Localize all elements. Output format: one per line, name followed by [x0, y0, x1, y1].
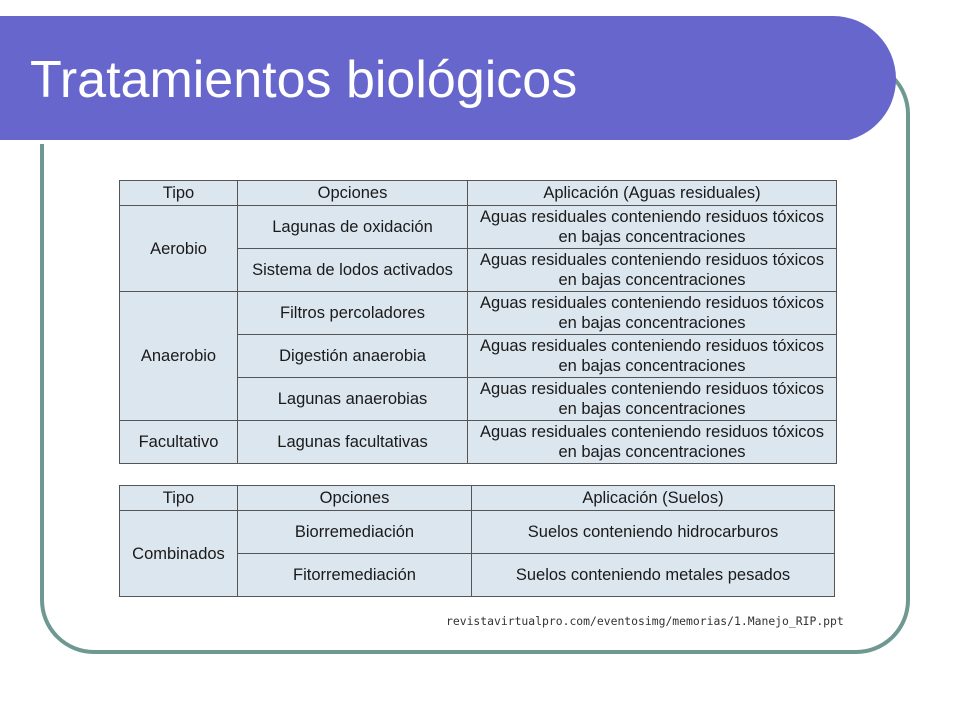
table-header-row — [120, 486, 835, 511]
opcion-cell: Biorremediación — [238, 511, 472, 554]
table-row — [120, 421, 837, 464]
tipo-cell: Combinados — [120, 511, 238, 597]
slide-title: Tratamientos biológicos — [30, 51, 578, 109]
opcion-cell: Lagunas facultativas — [238, 421, 468, 464]
table-row — [120, 206, 837, 249]
aplicacion-cell: Aguas residuales conteniendo residuos tóxicos en bajas concentraciones — [468, 421, 837, 464]
tipo-cell: Facultativo — [120, 421, 238, 464]
table-header-row — [120, 181, 837, 206]
aplicacion-cell: Aguas residuales conteniendo residuos tóxicos en bajas concentraciones — [468, 378, 837, 421]
opcion-cell: Sistema de lodos activados — [238, 249, 468, 292]
header-aplicacion: Aplicación (Suelos) — [472, 486, 835, 511]
header-tipo: Tipo — [120, 486, 238, 511]
tipo-cell: Aerobio — [120, 206, 238, 292]
tipo-cell: Anaerobio — [120, 292, 238, 421]
header-opciones: Opciones — [238, 181, 468, 206]
aplicacion-cell: Suelos conteniendo metales pesados — [472, 554, 835, 597]
header-tipo: Tipo — [120, 181, 238, 206]
header-opciones: Opciones — [238, 486, 472, 511]
header-aplicacion: Aplicación (Aguas residuales) — [468, 181, 837, 206]
table-row — [120, 292, 837, 335]
soil-treatment-table — [119, 485, 835, 597]
opcion-cell: Filtros percoladores — [238, 292, 468, 335]
aplicacion-cell: Aguas residuales conteniendo residuos tóxicos en bajas concentraciones — [468, 249, 837, 292]
title-bar — [0, 16, 896, 142]
opcion-cell: Digestión anaerobia — [238, 335, 468, 378]
aplicacion-cell: Aguas residuales conteniendo residuos tóxicos en bajas concentraciones — [468, 206, 837, 249]
opcion-cell: Fitorremediación — [238, 554, 472, 597]
aplicacion-cell: Aguas residuales conteniendo residuos tóxicos en bajas concentraciones — [468, 335, 837, 378]
aplicacion-cell: Suelos conteniendo hidrocarburos — [472, 511, 835, 554]
wastewater-treatment-table — [119, 180, 837, 464]
source-citation: revistavirtualpro.com/eventosimg/memorias/1.Manejo_RIP.ppt — [446, 614, 844, 628]
title-underline — [0, 140, 848, 144]
table-row — [120, 511, 835, 554]
aplicacion-cell: Aguas residuales conteniendo residuos tóxicos en bajas concentraciones — [468, 292, 837, 335]
opcion-cell: Lagunas anaerobias — [238, 378, 468, 421]
opcion-cell: Lagunas de oxidación — [238, 206, 468, 249]
